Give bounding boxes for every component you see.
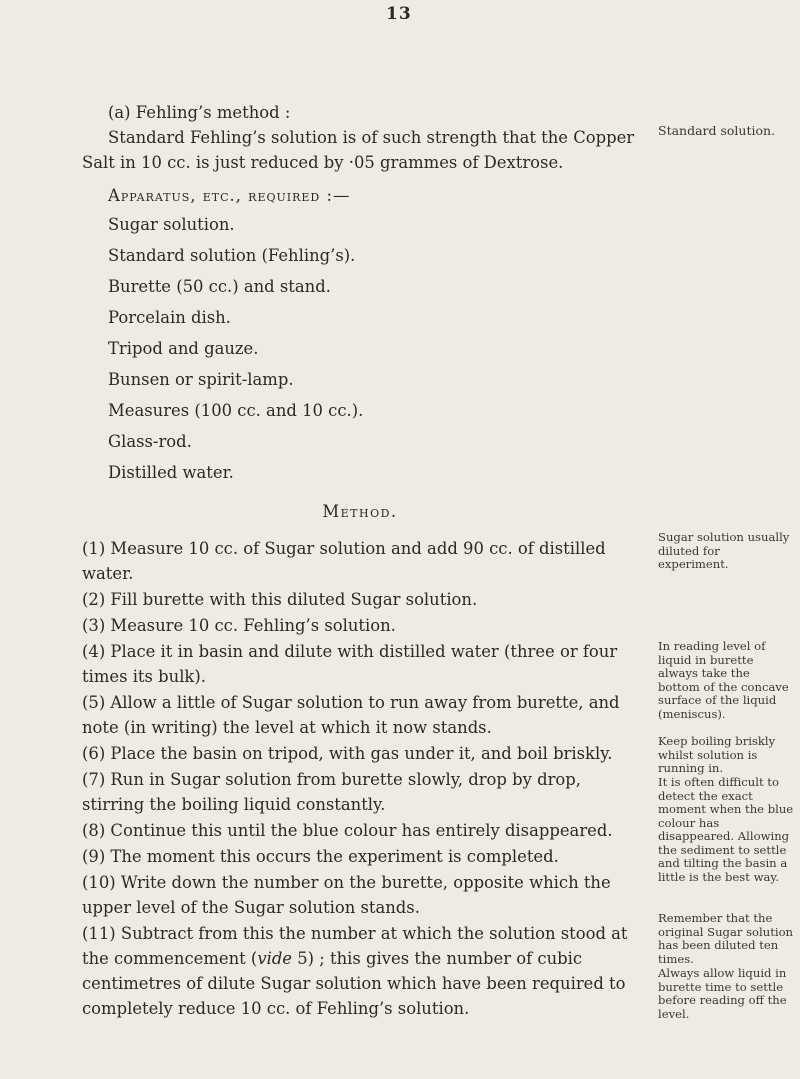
margin-note-reading: In reading level of liquid in burette always take the bottom of the concave surface of the liquid (meniscus). xyxy=(658,639,789,721)
step-11-text-end: 5) ; this gives the number of cubic centimetres of dilute Sugar solution which have been required to completely reduce 10 cc. of Fehling’s solution. xyxy=(82,949,626,1018)
step-11-vide: vide xyxy=(257,949,293,968)
margin-note-boiling: Keep boiling briskly whilst solution is running in. xyxy=(658,734,776,775)
apparatus-item: Tripod and gauze. xyxy=(108,339,259,358)
margin-note-remember: Remember that the original Sugar solution has been diluted ten times. xyxy=(658,911,794,966)
method-step: (3) Measure 10 cc. Fehling’s solution. xyxy=(82,616,396,635)
main-text xyxy=(82,100,638,1022)
apparatus-item: Bunsen or spirit-lamp. xyxy=(108,370,294,389)
apparatus-item: Porcelain dish. xyxy=(108,308,231,327)
method-step-11 xyxy=(82,921,638,1021)
apparatus-item: Burette (50 cc.) and stand. xyxy=(108,277,331,296)
method-step: (1) Measure 10 cc. of Sugar solution and add 90 cc. of distilled water. xyxy=(82,539,606,583)
margin-note-difficult: It is often difficult to detect the exact moment when the blue colour has disappeared. Allowing the sediment to settle and tilting the basin a little is the best way. xyxy=(658,775,794,884)
method-step: (5) Allow a little of Sugar solution to run away from burette, and note (in writing) the level at which it now stands. xyxy=(82,693,620,737)
method-step: (6) Place the basin on tripod, with gas under it, and boil briskly. xyxy=(82,744,613,763)
margin-note-sugar: Sugar solution usually diluted for experiment. xyxy=(658,530,790,571)
method-step: (7) Run in Sugar solution from burette slowly, drop by drop, stirring the boiling liquid constantly. xyxy=(82,770,581,814)
margin-note-always: Always allow liquid in burette time to settle before reading off the level. xyxy=(658,966,787,1021)
method-step: (8) Continue this until the blue colour has entirely disappeared. xyxy=(82,821,613,840)
method-step: (9) The moment this occurs the experiment is completed. xyxy=(82,847,559,866)
apparatus-heading: Apparatus, etc., required :— xyxy=(108,186,351,205)
method-steps xyxy=(82,536,638,1021)
apparatus-item: Measures (100 cc. and 10 cc.). xyxy=(108,401,364,420)
apparatus-list xyxy=(108,212,638,485)
method-step: (10) Write down the number on the burette, opposite which the upper level of the Sugar solution stands. xyxy=(82,873,611,917)
margin-note-standard: Standard solution. xyxy=(658,123,776,138)
method-label: (a) Fehling’s method : xyxy=(108,103,291,122)
apparatus-item: Standard solution (Fehling’s). xyxy=(108,246,356,265)
page-number: 13 xyxy=(386,4,412,24)
method-step: (2) Fill burette with this diluted Sugar solution. xyxy=(82,590,478,609)
method-heading: Method. xyxy=(322,502,398,521)
apparatus-item: Sugar solution. xyxy=(108,215,235,234)
apparatus-item: Glass-rod. xyxy=(108,432,192,451)
standard-definition: Standard Fehling’s solution is of such strength that the Copper Salt in 10 cc. is just reduced by ·05 grammes of Dextrose. xyxy=(82,128,635,172)
step-11-text: (11) Subtract from this the number at which the solution stood at the commencement ( xyxy=(82,924,628,968)
method-step: (4) Place it in basin and dilute with distilled water (three or four times its bulk). xyxy=(82,642,618,686)
apparatus-item: Distilled water. xyxy=(108,463,234,482)
